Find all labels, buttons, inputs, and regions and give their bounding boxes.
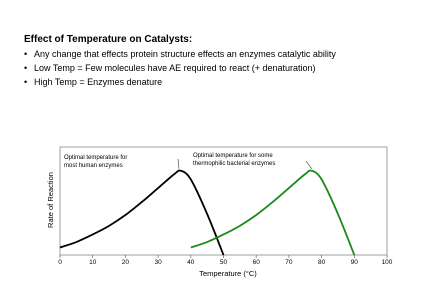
x-tick-label: 60: [252, 259, 260, 266]
bullet-item: • Low Temp = Few molecules have AE required to react (+ denaturation): [24, 63, 316, 73]
x-tick-label: 90: [350, 259, 358, 266]
x-tick-label: 0: [58, 259, 62, 266]
slide-title: Effect of Temperature on Catalysts:: [24, 34, 193, 45]
x-tick-label: 100: [381, 259, 393, 266]
annotation-text: most human enzymes: [64, 163, 123, 169]
x-tick-label: 40: [187, 259, 195, 266]
x-axis-label: Temperature (°C): [199, 269, 257, 278]
x-tick-label: 10: [89, 259, 97, 266]
bullet-icon: •: [24, 63, 28, 73]
annotation-text: Optimal temperature for: [64, 155, 128, 161]
x-tick-label: 30: [154, 259, 162, 266]
bullet-item: • High Temp = Enzymes denature: [24, 77, 163, 87]
human-optimum-annotation: [64, 155, 179, 169]
x-tick-label: 70: [285, 259, 293, 266]
x-axis-ticks: [58, 255, 393, 266]
thermophilic-optimum-annotation: [193, 153, 312, 169]
bullet-icon: •: [24, 77, 28, 87]
x-tick-label: 20: [121, 259, 130, 266]
annotation-text: Optimal temperature for some: [193, 153, 273, 159]
y-axis-label: Rate of Reaction: [46, 172, 55, 228]
bullet-icon: •: [24, 49, 28, 59]
thermophilic-enzyme-curve: [191, 170, 354, 255]
annotation-text: thermophilic bacterial enzymes: [193, 161, 276, 167]
series-layer: [60, 170, 354, 255]
x-tick-label: 80: [317, 259, 326, 266]
x-tick-label: 50: [219, 259, 228, 266]
human-enzyme-curve: [60, 170, 224, 255]
annotation-leader: [178, 159, 179, 169]
annotation-leader: [306, 161, 312, 169]
bullet-item: • Any change that effects protein structure effects an enzymes catalytic ability: [24, 49, 336, 59]
annotation-layer: [64, 153, 312, 169]
